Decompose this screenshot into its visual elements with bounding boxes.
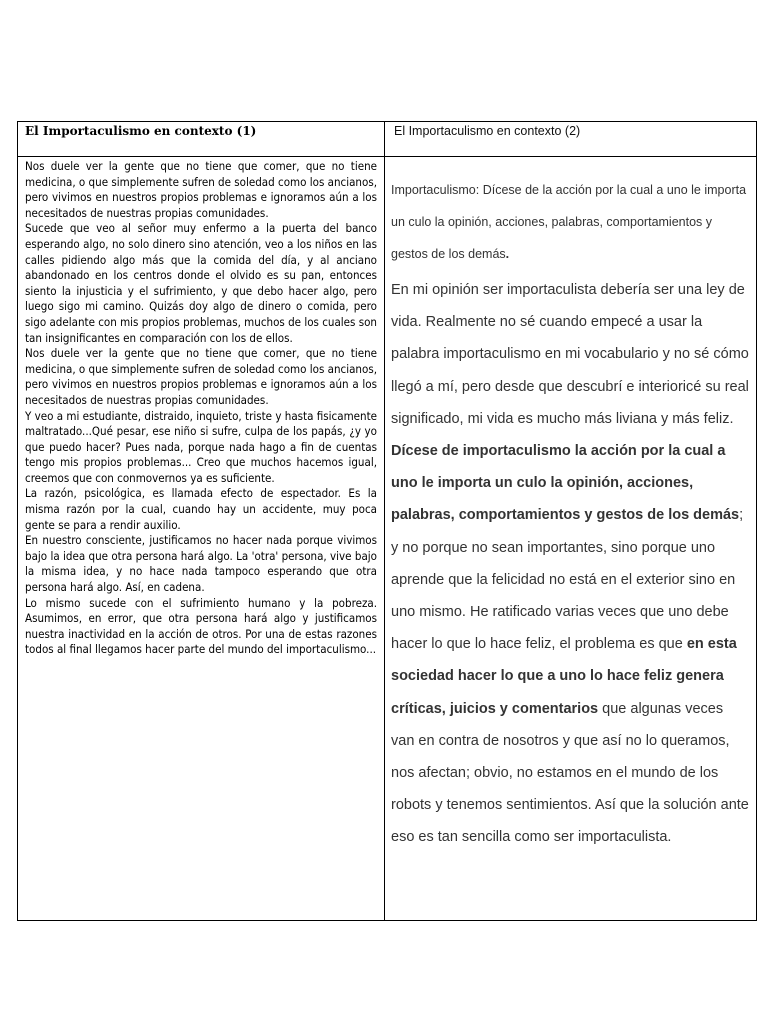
main-text-2: ; y no porque no sean importantes, sino porque uno aprende que la felicidad no está en el exterior sino en uno mismo. He ratificado varias veces que uno debe hacer lo que lo hace feliz, el problema es que [391, 507, 744, 653]
column-2-header: El Importaculismo en contexto (2) [394, 124, 581, 138]
definition-end: . [505, 247, 510, 261]
column-divider [384, 122, 385, 920]
main-bold-1: Dícese de importaculismo la acción por la cual a uno le importa un culo la opinión, acciones, palabras, comportamientos y gestos de los demás [391, 443, 740, 524]
col1-paragraph: Nos duele ver la gente que no tiene que comer, que no tiene medicina, o que simplemente sufren de soledad como los ancianos, pero vivimos en nuestros propios problemas e ignoramos aún a los necesitados de nuestras propias comunidades. [25, 159, 377, 220]
col1-paragraph: Lo mismo sucede con el sufrimiento humano y la pobreza. Asumimos, en error, que otra persona hará algo y justificamos nuestra inactividad en la acción de otros. Por una de estas razones todos al final llegamos hacer parte del mundo del importaculismo... [25, 595, 377, 657]
definition-paragraph [391, 174, 749, 270]
definition-text: Importaculismo: Dícese de la acción por la cual a uno le importa un culo la opinión, acciones, palabras, comportamientos y gestos de los demás [391, 183, 747, 261]
col1-paragraph: Sucede que veo al señor muy enfermo a la puerta del banco esperando algo, no solo dinero sino atención, veo a los niños en las calles pidiendo algo más que la comida del día, y al anciano abandonado en los centros donde el olvido es su pan, entonces siento la injusticia y el sufrimiento, y que debo hacer algo, pero luego sigo mi camino. Quizás doy algo de dinero o comida, pero sigo adelante con mis propios problemas, muchos de los cuales son tan insignificantes en comparación con los de ellos. [25, 221, 377, 345]
col1-paragraph: La razón, psicológica, es llamada efecto de espectador. Es la misma razón por la cual, cuando hay un accidente, muy poca gente se para a rendir auxilio. [25, 486, 377, 532]
main-paragraph [391, 274, 749, 854]
column-2-body [391, 174, 749, 854]
col1-paragraph: En nuestro consciente, justificamos no hacer nada porque vivimos bajo la idea que otra persona hará algo. La 'otra' persona, vive bajo la misma idea, y no hace nada tampoco esperando que otra persona hará algo. Así, en cadena. [25, 533, 377, 595]
column-1-body [25, 159, 377, 658]
header-divider [18, 156, 756, 157]
main-bold-2: en esta sociedad hacer lo que a uno lo hace feliz genera críticas, juicios y comentarios [391, 636, 737, 717]
main-text-3: que algunas veces van en contra de nosotros y que así no lo queramos, nos afectan; obvio, no estamos en el mundo de los robots y tenemos sentimientos. Así que la solución ante eso es tan sencilla como ser importaculista. [391, 700, 749, 846]
col1-paragraph: Y veo a mi estudiante, distraido, inquieto, triste y hasta fisicamente maltratado...Qué pesar, ese niño si sufre, culpa de los papás, ¿y yo que puedo hacer? Pues nada, porque nada hago a fin de cuentas tengo mis propios problemas... Creo que muchos hacemos igual, creemos que con conmovernos ya es suficiente. [25, 408, 377, 485]
col1-paragraph: Nos duele ver la gente que no tiene que comer, que no tiene medicina, o que simplemente sufren de soledad como los ancianos, pero vivimos en nuestros propios problemas e ignoramos aún a los necesitados de nuestras propias comunidades. [25, 346, 377, 407]
document-table [17, 121, 757, 921]
column-1-header: El Importaculismo en contexto (1) [25, 124, 257, 138]
main-text-1: En mi opinión ser importaculista debería ser una ley de vida. Realmente no sé cuando empecé a usar la palabra importaculismo en mi vocabulario y no sé cómo llegó a mí, pero desde que descubrí e interioricé su real significado, mi vida es mucho más liviana y más feliz. [391, 282, 749, 427]
